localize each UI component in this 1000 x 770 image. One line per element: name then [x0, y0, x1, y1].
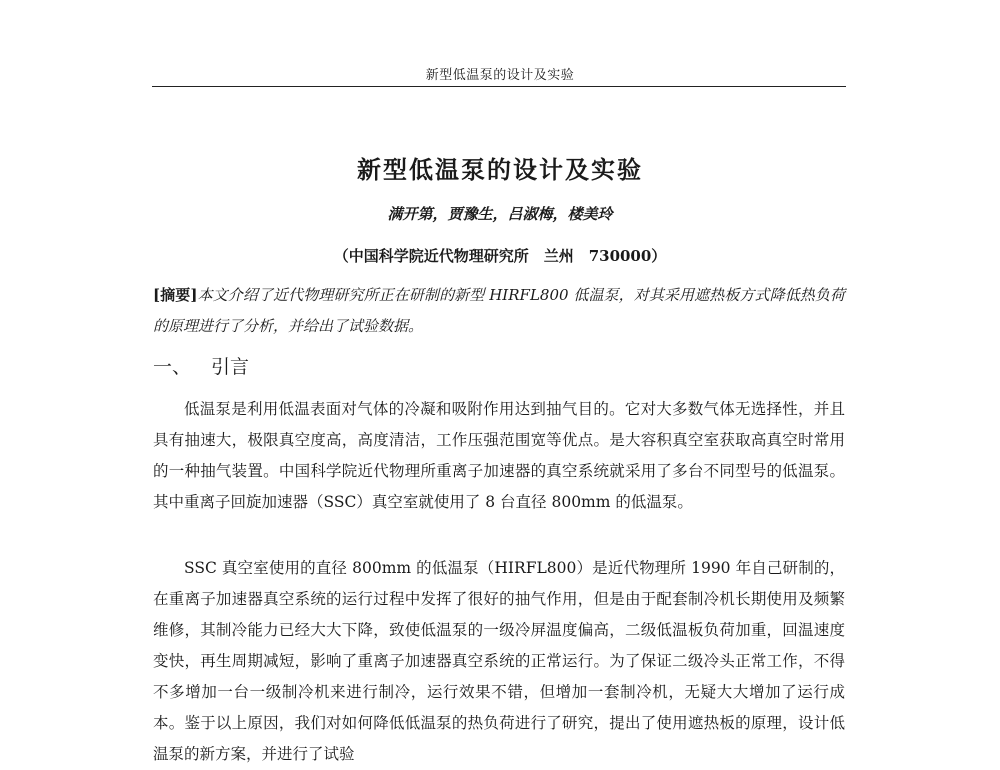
body-paragraph-2: SSC 真空室使用的直径 800mm 的低温泵（HIRFL800）是近代物理所 1990 年自己研制的，在重离子加速器真空系统的运行过程中发挥了很好的抽气作用，但是由于配套制冷机长期使用及频繁维修，其制冷能力已经大大下降，致使低温泵的一级冷屏温度偏高，二级低温板负荷加重，回温速度变快，再生周期减短，影响了重离子加速器真空系统的正常运行。为了保证二级冷头正常工作，不得不多增加一台一级制冷机来进行制冷，运行效果不错，但增加一套制冷机，无疑大大增加了运行成本。鉴于以上原因，我们对如何降低低温泵的热负荷进行了研究，提出了使用遮热板的原理，设计低温泵的新方案，并进行了试验 — [153, 559, 845, 763]
abstract-label: [摘要] — [153, 286, 198, 304]
affiliation: （中国科学院近代物理研究所 兰州 730000） — [333, 247, 667, 265]
section-heading — [153, 352, 249, 379]
header-rule — [152, 86, 846, 87]
running-header: 新型低温泵的设计及实验 — [425, 68, 575, 83]
section-number: 一、 — [153, 356, 192, 378]
paper-title: 新型低温泵的设计及实验 — [357, 156, 643, 184]
author-list: 满开第，贾豫生，吕淑梅，楼美玲 — [387, 205, 613, 223]
section-title: 引言 — [211, 356, 250, 378]
abstract — [153, 280, 845, 342]
abstract-text: 本文介绍了近代物理研究所正在研制的新型 HIRFL800 低温泵，对其采用遮热板方式降低热负荷的原理进行了分析，并给出了试验数据。 — [153, 286, 845, 335]
body-paragraph-1: 低温泵是利用低温表面对气体的冷凝和吸附作用达到抽气目的。它对大多数气体无选择性，并且具有抽速大，极限真空度高，高度清洁，工作压强范围宽等优点。是大容积真空室获取高真空时常用的一种抽气装置。中国科学院近代物理所重离子加速器的真空系统就采用了多台不同型号的低温泵。其中重离子回旋加速器（SSC）真空室就使用了 8 台直径 800mm 的低温泵。 — [153, 400, 845, 511]
